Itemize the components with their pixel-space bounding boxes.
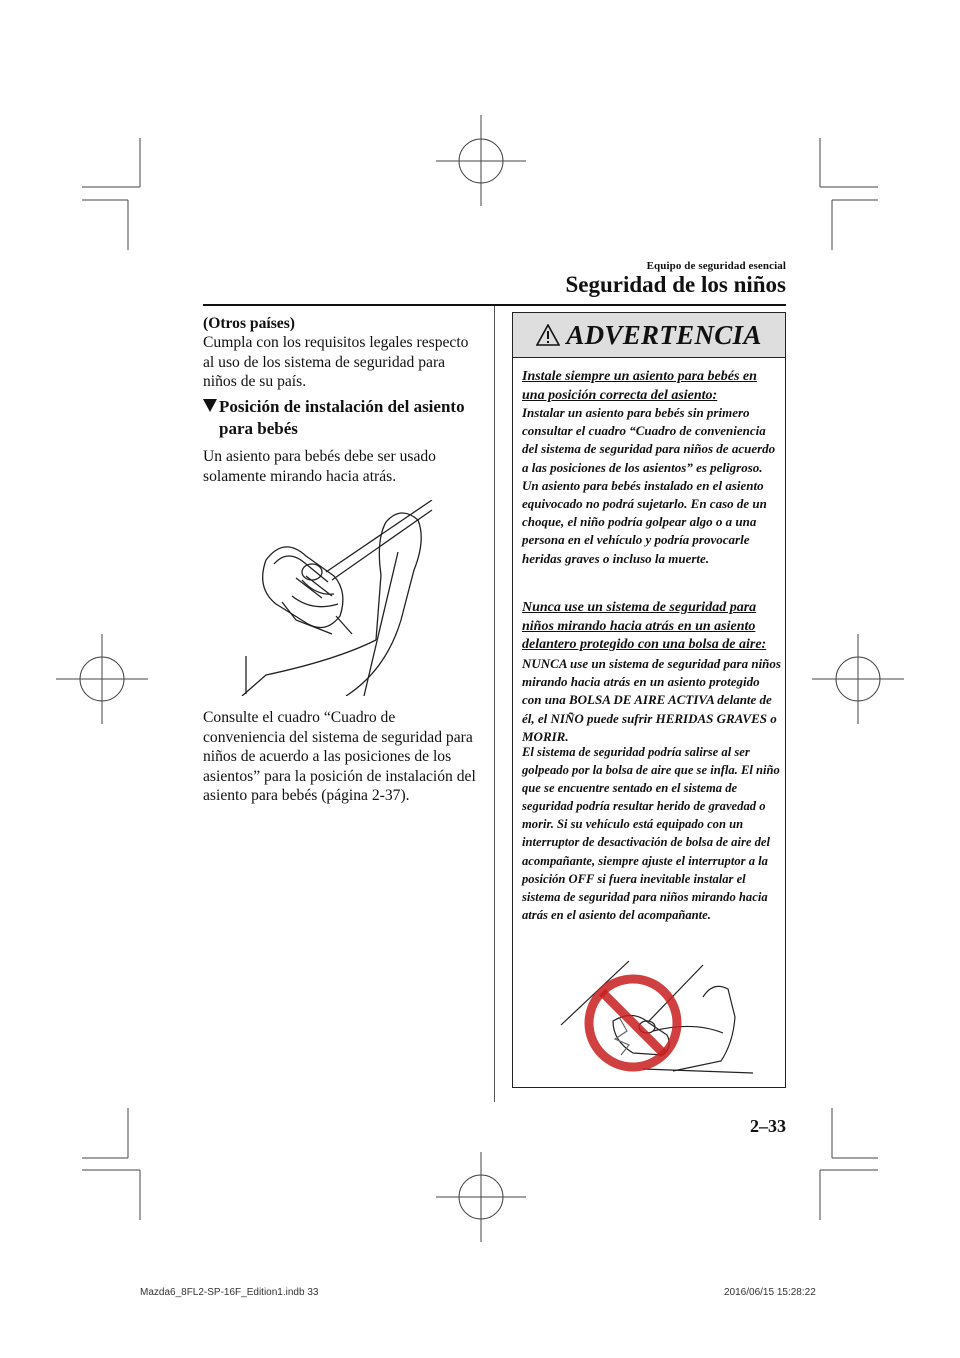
- footer-filename: Mazda6_8FL2-SP-16F_Edition1.indb 33: [140, 1287, 319, 1298]
- warning-body-2a: NUNCA use un sistema de seguridad para niños mirando hacia atrás en un asiento protegido con una BOLSA DE AIRE ACTIVA delante de él, el NIÑO puede sufrir HERIDAS GRAVES o MORIR.: [522, 656, 781, 744]
- warning-box: [512, 312, 786, 1088]
- reference-paragraph: Consulte el cuadro “Cuadro de conveniencia del sistema de seguridad para niños de acuerdo a las posiciones de los asientos” para la posición de instalación del asiento para bebés (página 2-37).: [203, 709, 476, 804]
- infant-seat-illustration: [236, 500, 436, 696]
- triangle-down-icon: [203, 399, 217, 412]
- column-divider: [494, 306, 495, 1102]
- warning-header: [513, 313, 785, 358]
- warning-body-1: Instalar un asiento para bebés sin primero consultar el cuadro “Cuadro de conveniencia del sistema de seguridad para niños de acuerdo a las posiciones de los asientos” es peligroso. Un asiento para bebés instalado en el asiento equivocado no podrá sujetarlo. En caso de un choque, el niño podría golpear algo o a una persona en el vehículo y podría provocarle heridas graves o incluso la muerte.: [522, 405, 776, 566]
- warning-triangle-icon: [536, 324, 560, 346]
- subhead-other-countries: (Otros países): [203, 315, 295, 332]
- section-heading: [203, 396, 483, 440]
- chapter-title: Equipo de seguridad esencial: [646, 260, 786, 272]
- warning-body-2b: El sistema de seguridad podría salirse al ser golpeado por la bolsa de aire que se infla. El niño que se encuentre sentado en el sistema de seguridad podría resultar herido de gravedad o morir. Si su vehículo está equipado con un interruptor de desactivación de bolsa de aire del acompañante, siempre ajuste el interruptor a la posición OFF si fuera inevitable instalar el sistema de seguridad para niños mirando hacia atrás en el asiento del acompañante.: [522, 745, 780, 922]
- warning-heading-1: Instale siempre un asiento para bebés en una posición correcta del asiento:: [522, 369, 757, 403]
- section-body: Un asiento para bebés debe ser usado solamente mirando hacia atrás.: [203, 448, 436, 485]
- section-title: Seguridad de los niños: [565, 272, 786, 297]
- section-heading-line2: para bebés: [219, 419, 298, 438]
- section-heading-line1: Posición de instalación del asiento: [219, 397, 465, 416]
- intro-paragraph: Cumpla con los requisitos legales respecto al uso de los sistema de seguridad para niños de su país.: [203, 334, 469, 390]
- warning-heading-2: Nunca use un sistema de seguridad para niños mirando hacia atrás en un asiento delantero protegido con una bolsa de aire:: [522, 600, 767, 653]
- page-number: 2–33: [750, 1116, 786, 1136]
- rear-facing-airbag-prohibited-illustration: [553, 961, 753, 1083]
- warning-title: ADVERTENCIA: [566, 319, 762, 350]
- footer-timestamp: 2016/06/15 15:28:22: [724, 1287, 816, 1298]
